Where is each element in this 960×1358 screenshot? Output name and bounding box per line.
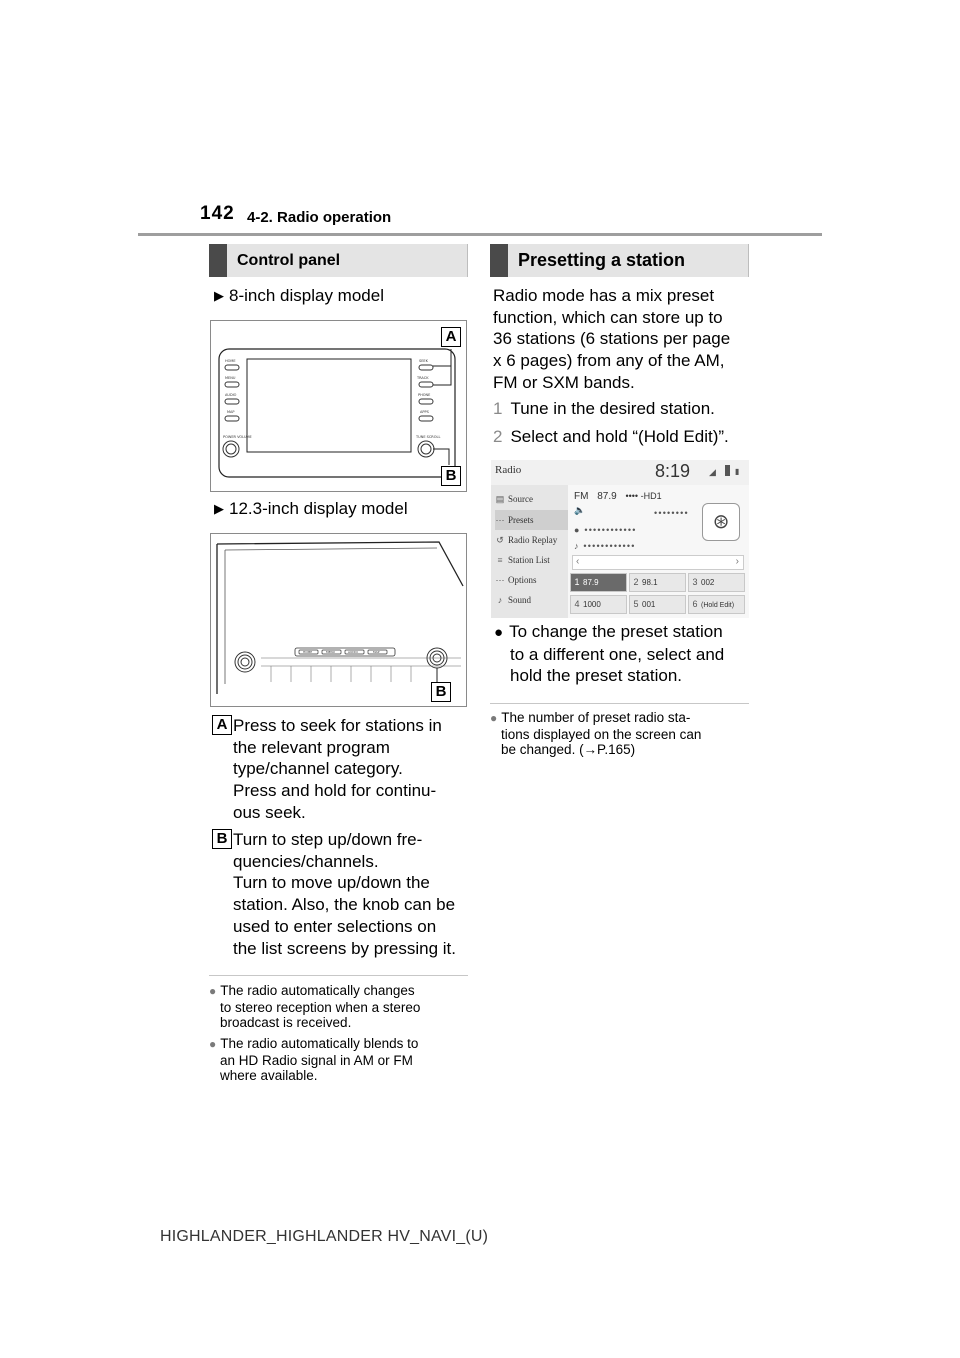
radio-status-bar [491, 460, 749, 485]
preset-2[interactable]: 2 98.1 [629, 573, 686, 592]
presetting-heading [490, 244, 749, 277]
btn-label-seek: SEEK [419, 359, 428, 363]
preset-1[interactable]: 1 87.9 [570, 573, 627, 592]
figure-8inch-panel [210, 320, 467, 492]
callout-b-12inch: B [431, 682, 451, 702]
preset-6-hold-edit[interactable]: 6 (Hold Edit) [688, 595, 745, 614]
control-panel-heading [209, 244, 468, 277]
radio-menu-presets[interactable]: ⋯ Presets [495, 510, 568, 530]
battery-icon [725, 465, 730, 476]
presetting-note: ● The number of preset radio sta- tions displayed on the screen can be changed. (→P.165) [490, 710, 702, 757]
bullet-icon: ● [209, 1037, 217, 1051]
note-hd-radio: ● The radio automatically blends to an HD Radio signal in AM or FM where available. [209, 1036, 419, 1083]
header-rule [138, 233, 822, 236]
presetting-intro: Radio mode has a mix preset function, which can store up to 36 stations (6 stations per page x 6 pages) from any of the AM, FM or SXM bands. [493, 286, 731, 392]
desc-b: Turn to step up/down fre- quencies/channels. Turn to move up/down the station. Also, the knob can be used to enter selections on the list screens by pressing it. [233, 830, 456, 958]
btn-label-map: MAP [227, 410, 235, 414]
step-1: 1 Tune in the desired station. [493, 399, 715, 418]
preset-3[interactable]: 3 002 [688, 573, 745, 592]
radio-screen [491, 460, 749, 618]
presetting-title: Presetting a station [518, 250, 686, 270]
radio-main [568, 485, 749, 618]
signal-meta: 🔈 [574, 505, 587, 515]
triangle-icon: ▶ [214, 501, 224, 516]
btn-label-phone: PHONE [418, 393, 431, 397]
presetting-notes-rule [490, 703, 749, 704]
btn-label-audio: AUDIO [225, 393, 237, 397]
btn-label-apps: APPS [420, 410, 429, 414]
song-line: ♪ •••••••••••• [574, 541, 636, 551]
bullet-icon: ● [209, 984, 217, 998]
signal-bars-icon: ▮ [735, 467, 740, 476]
figure-12inch-panel [210, 533, 467, 707]
btn-label-home: HOME [225, 359, 236, 363]
btn-label-tune: TUNE SCROLL [416, 435, 441, 439]
preset-page-bar [572, 555, 744, 570]
btn12-label-menu: MENU [326, 650, 335, 654]
radio-sidebar [491, 485, 568, 618]
sound-icon: ♪ [497, 595, 503, 605]
triangle-icon: ▶ [214, 288, 224, 303]
bullet-icon: ● [490, 711, 498, 725]
btn-label-menu: MENU [225, 376, 236, 380]
section-title: 4-2. Radio operation [247, 209, 392, 226]
btn12-label-audio: AUDIO [348, 650, 358, 654]
bullet-disc-icon: ● [494, 624, 504, 641]
step-2: 2 Select and hold “(Hold Edit)”. [493, 427, 729, 446]
control-panel-title: Control panel [237, 252, 341, 269]
change-preset-bullet: ● To change the preset station to a different one, select and hold the preset station. [494, 622, 725, 686]
presets-icon: ⋯ [495, 515, 505, 525]
signal-icon: ◢ [709, 467, 716, 477]
footer-model: HIGHLANDER_HIGHLANDER HV_NAVI_(U) [160, 1228, 489, 1245]
model-8-label: ▶ 8-inch display model [214, 286, 384, 305]
radio-menu-replay[interactable]: ↺ Radio Replay [495, 530, 568, 550]
station-logo [702, 503, 740, 541]
station-info: FM 87.9 •••• -HD1 [574, 491, 662, 502]
replay-icon: ↺ [496, 535, 504, 545]
model-12-label: ▶ 12.3-inch display model [214, 499, 408, 518]
notes-rule [209, 975, 468, 976]
heading-bar [209, 244, 227, 277]
radio-title: Radio [495, 464, 522, 476]
callout-a: A [441, 327, 461, 347]
radio-menu-source[interactable]: ▤ Source [495, 489, 568, 509]
options-icon: ⋯ [495, 575, 505, 585]
panel-12inch-drawing [211, 534, 468, 708]
page-number: 142 [200, 203, 235, 224]
antenna-icon: ⊛ [712, 511, 730, 533]
preset-4[interactable]: 4 1000 [570, 595, 627, 614]
btn-label-track: TRACK [417, 376, 429, 380]
next-page-icon[interactable]: › [735, 556, 739, 567]
panel-8inch-drawing [211, 321, 468, 493]
btn12-label-map: MAP [373, 650, 380, 654]
desc-a: Press to seek for stations in the relevant program type/channel category. Press and hold for continu- ous seek. [233, 716, 442, 822]
radio-menu-options[interactable]: ⋯ Options [495, 570, 568, 590]
artist-icon: ● [574, 525, 581, 535]
radio-menu-station-list[interactable]: ≡ Station List [495, 550, 568, 570]
music-note-icon: ♪ [574, 541, 580, 551]
note-stereo: ● The radio automatically changes to stereo reception when a stereo broadcast is received. [209, 983, 421, 1030]
list-icon: ≡ [497, 555, 503, 565]
heading-bar [490, 244, 508, 277]
btn-label-power: POWER VOLUME [223, 435, 252, 439]
artist-line: ● •••••••••••• [574, 525, 637, 535]
label-b-box: B [212, 829, 232, 849]
label-a-box: A [212, 715, 232, 735]
radio-clock: 8:19 [655, 461, 691, 481]
callout-b-8inch: B [441, 466, 461, 486]
prev-page-icon[interactable]: ‹ [576, 556, 580, 567]
station-name-dots: •••••••• [654, 508, 689, 518]
preset-5[interactable]: 5 001 [629, 595, 686, 614]
radio-menu-sound[interactable]: ♪ Sound [495, 590, 568, 610]
source-icon: ▤ [495, 494, 505, 504]
btn12-label-home: HOME [303, 650, 313, 654]
